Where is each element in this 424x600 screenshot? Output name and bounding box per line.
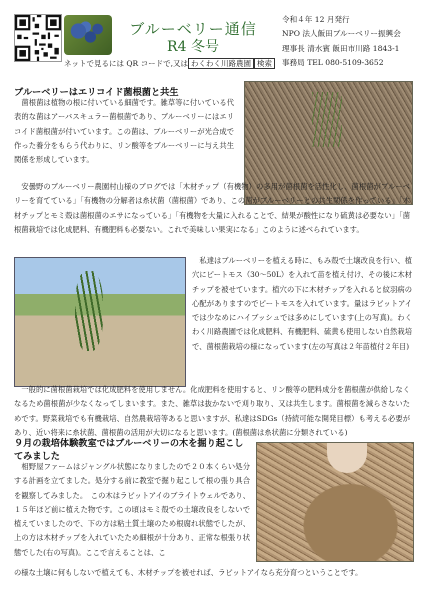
section1-body: 菌根菌は植物の根に付いている細菌です。雑草等に付いている代表的な菌はアーバスキュラー菌根菌であり、ブルーベリーにはエリコイド菌根菌が付いています。この菌は、ブルーベリーが光合成で作った養分をもらう代わりに、リン酸等をブルーベリーに与え共生関係を形成しています。 (14, 98, 234, 165)
publisher-info (282, 13, 401, 71)
organization-name: NPO 法人飯田ブルーベリー振興会 (282, 29, 401, 39)
chairman-address: 理事長 清水賓 飯田市川路 1843-1 (282, 43, 400, 53)
publish-date: 令和４年 12 月発行 (282, 15, 350, 24)
office-phone: 事務局 TEL 080-5109-3652 (282, 58, 384, 68)
blueberry-logo-image (64, 15, 112, 55)
newsletter-title: ブルーベリー通信 (129, 20, 257, 38)
online-access-text: ネットで見るには QR コードで,又は (64, 59, 188, 68)
search-label-box: 検索 (254, 58, 275, 69)
qr-code-pattern (15, 15, 61, 61)
newsletter-issue: R4 冬号 (167, 39, 219, 55)
blueberry-seedling-photo (14, 257, 186, 387)
section2-body-continued: 一般的に菌根菌栽培では化成肥料を使用しません。化成肥料を使用すると、リン酸等の肥料成分を菌根菌が供給しなくなるため菌根菌が少なくなってしまいます。また、雑草は抜かないで刈り取り、又は共生します。菌根菌を減らさないためです。野菜栽培でも有機栽培、自然農栽培等あると思いますが、私達はSDGs（持続可能な開発目標）も考える必要があり、近い将来に糸状菌、菌根菌の活用が大切になると思います。(菌根菌は糸状菌に分類されている) (14, 385, 410, 437)
section1-body-continued: 安曇野のブルーベリー農園村山様のブログでは「木材チップ（有機物）の多用が菌根菌を活性化し、菌根菌がブルーベリーを育てている」「有機物の分解者は糸状菌（菌根菌）であり、この菌がブルーベリーとの共生関係を作っている」「木材チップとモミ殻は菌根菌のエサになっている」「有機物を大量に入れることで、結果が酸性になり硫黄は必要ない」「菌根菌栽培では化成肥料、有機肥料も必要ない。これで美味しい果実になる」このように述べられています。 (14, 182, 410, 234)
section2-body: 私達はブルーベリーを植える時に、もみ殻で土壌改良を行い、植穴にピートモス（30～50L）を入れて苗を植え付け、その後に木材チップを被せています。植穴の下に木材チップを入れると紋羽病の心配がありますのでピートモスを入れています。量はラビットアイでは少なめにハイブッシュでは多めにしています(上の写真)。わくわく川路農園では化成肥料、有機肥料、硫黄も使用しない自然栽培で、菌根菌栽培の様になっています(左の写真は２年苗植付２年目) (192, 256, 412, 351)
root-system-photo (256, 442, 414, 562)
young-tree-shape (75, 271, 103, 351)
section3-body-continued: の様な土壌に何もしないで植えても、木材チップを被せれば、ラビットアイなら充分育つということです。 (14, 568, 363, 577)
section1-title: ブルーベリーはエリコイド菌根菌と共生 (14, 87, 179, 98)
online-access-note (64, 58, 275, 69)
search-keyword-box: わくわく川路農園 (188, 58, 254, 69)
seedling-shape (312, 92, 342, 147)
section3-body: 相野屋ファームはジャングル状態になりましたので２０本くらい処分する計画を立てました。処分する前に教室で掘り起こして根の張り具合を観察してみました。 この木はラビットアイのブライトウェルであり、１５年ほど前に植えた物です。この頃はモミ殻での土壌改良をしないで植えていましたので、下の方は粘土質土壌のため根腐れ状態でしたが、上の方は木材チップを入れていたため細根が十分あり、正常な根張り状態でした(右の写真)。ここで言えることは、こ (14, 462, 250, 557)
section3-title: ９月の栽培体験教室ではブルーベリーの木を掘り起こしてみました (14, 438, 244, 462)
qr-code[interactable] (14, 14, 62, 62)
hand-shape (327, 443, 367, 473)
